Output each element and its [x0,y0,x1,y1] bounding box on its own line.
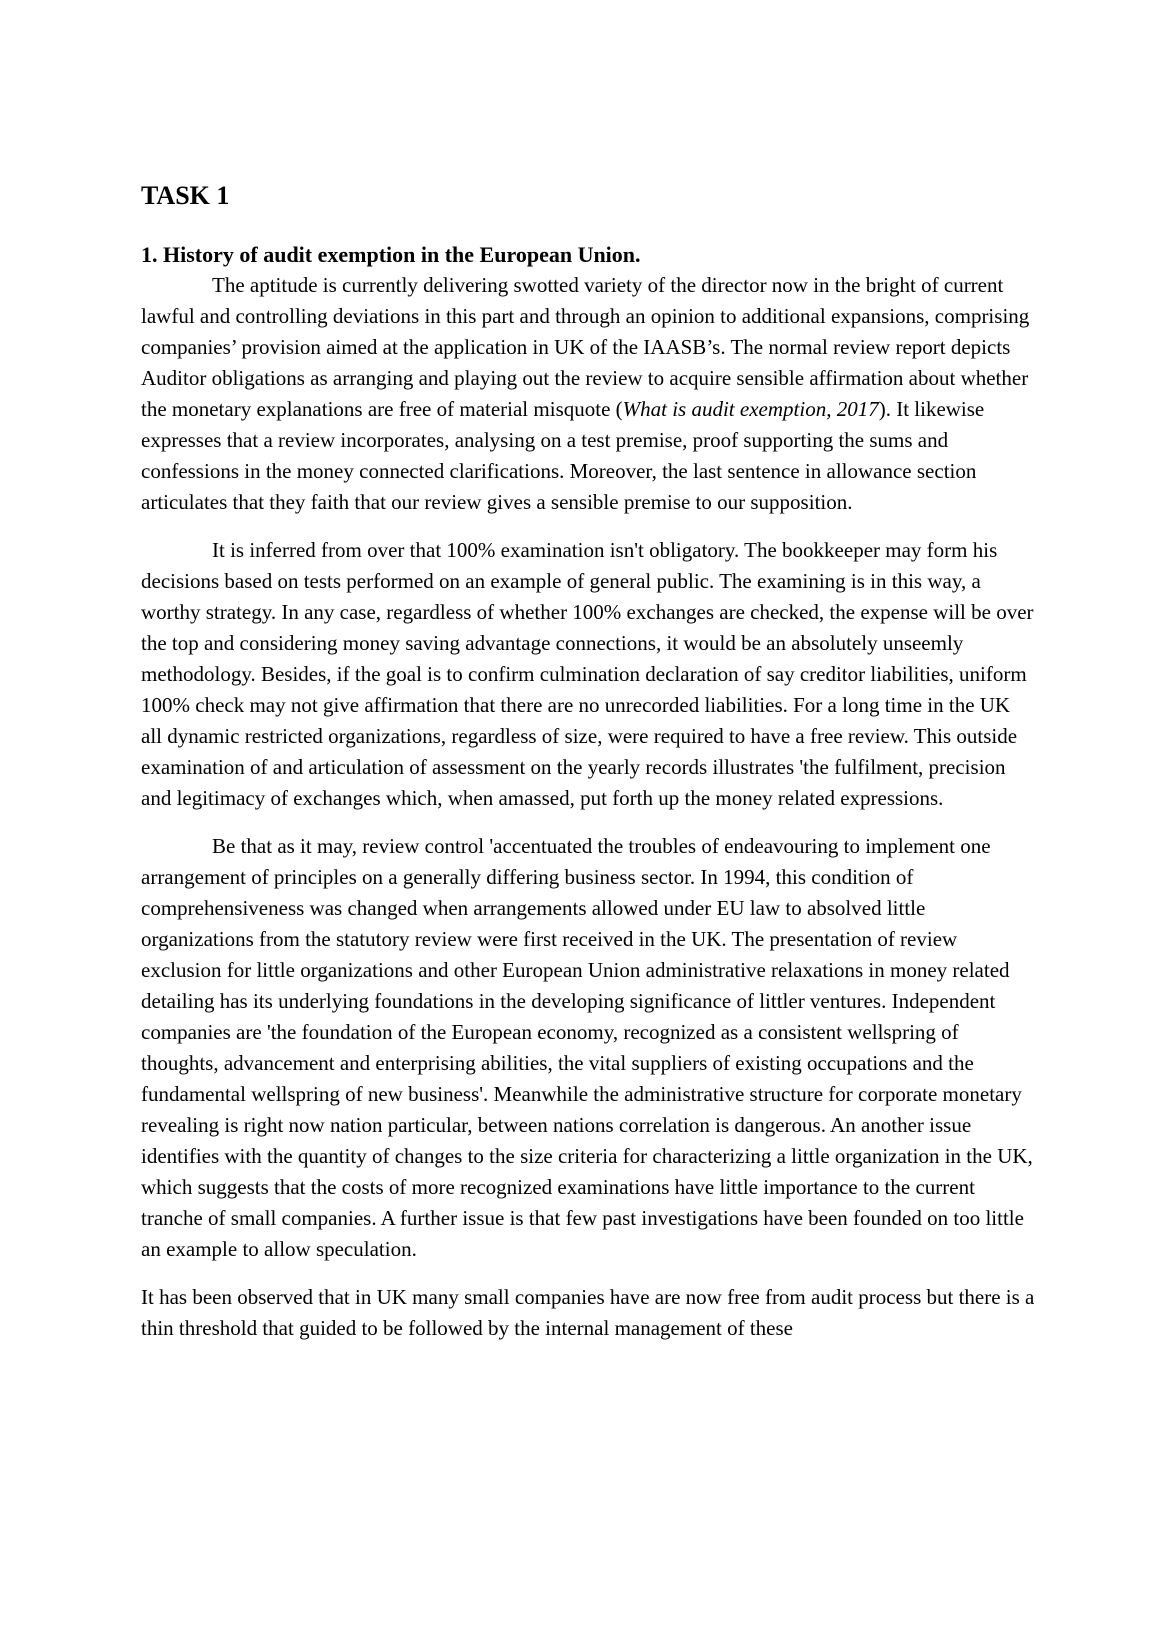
paragraph-1-text-end: ). It likewise expresses that a review incorporates, analysing on a test premise, proof supporting the sums and confessions in the money connected clarifications. Moreover, the last sentence in allowance section articulates that they faith that our review gives a sensible premise to our supposition. [141,397,985,515]
paragraph-1 [141,270,1036,518]
paragraph-2: It is inferred from over that 100% examination isn't obligatory. The bookkeeper may form his decisions based on tests performed on an example of general public. The examining is in this way, a worthy strategy. In any case, regardless of whether 100% exchanges are checked, the expense will be over the top and considering money saving advantage connections, it would be an absolutely unseemly methodology. Besides, if the goal is to confirm culmination declaration of say creditor liabilities, uniform 100% check may not give affirmation that there are no unrecorded liabilities. For a long time in the UK all dynamic restricted organizations, regardless of size, were required to have a free review. This outside examination of and articulation of assessment on the yearly records illustrates 'the fulfilment, precision and legitimacy of exchanges which, when amassed, put forth up the money related expressions. [141,538,1034,811]
paragraph-1-text-start: The aptitude is currently delivering swotted variety of the director now in the bright of current lawful and controlling deviations in this part and through an opinion to additional expansions, comprising companies’ provision aimed at the application in UK of the IAASB’s. The normal review report depicts Auditor obligations as arranging and playing out the review to acquire sensible affirmation about whether the monetary explanations are free of material misquote ( [141,273,1030,422]
paragraph-4: It has been observed that in UK many small companies have are now free from audit process but there is a thin threshold that guided to be followed by the internal management of these [141,1285,1035,1341]
document-page [141,180,1036,1344]
section-heading: 1. History of audit exemption in the European Union. [141,242,641,268]
paragraph-3: Be that as it may, review control 'accentuated the troubles of endeavouring to implement one arrangement of principles on a generally differing business sector. In 1994, this condition of comprehensiveness was changed when arrangements allowed under EU law to absolved little organizations from the statutory review were first received in the UK. The presentation of review exclusion for little organizations and other European Union administrative relaxations in money related detailing has its underlying foundations in the developing significance of littler ventures. Independent companies are 'the foundation of the European economy, recognized as a consistent wellspring of thoughts, advancement and enterprising abilities, the vital suppliers of existing occupations and the fundamental wellspring of new business'. Meanwhile the administrative structure for corporate monetary revealing is right now nation particular, between nations correlation is dangerous. An another issue identifies with the quantity of changes to the size criteria for characterizing a little organization in the UK, which suggests that the costs of more recognized examinations have little importance to the current tranche of small companies. A further issue is that few past investigations have been founded on too little an example to allow speculation. [141,834,1033,1262]
citation: What is audit exemption, 2017 [622,397,879,422]
task-heading: TASK 1 [141,181,230,210]
